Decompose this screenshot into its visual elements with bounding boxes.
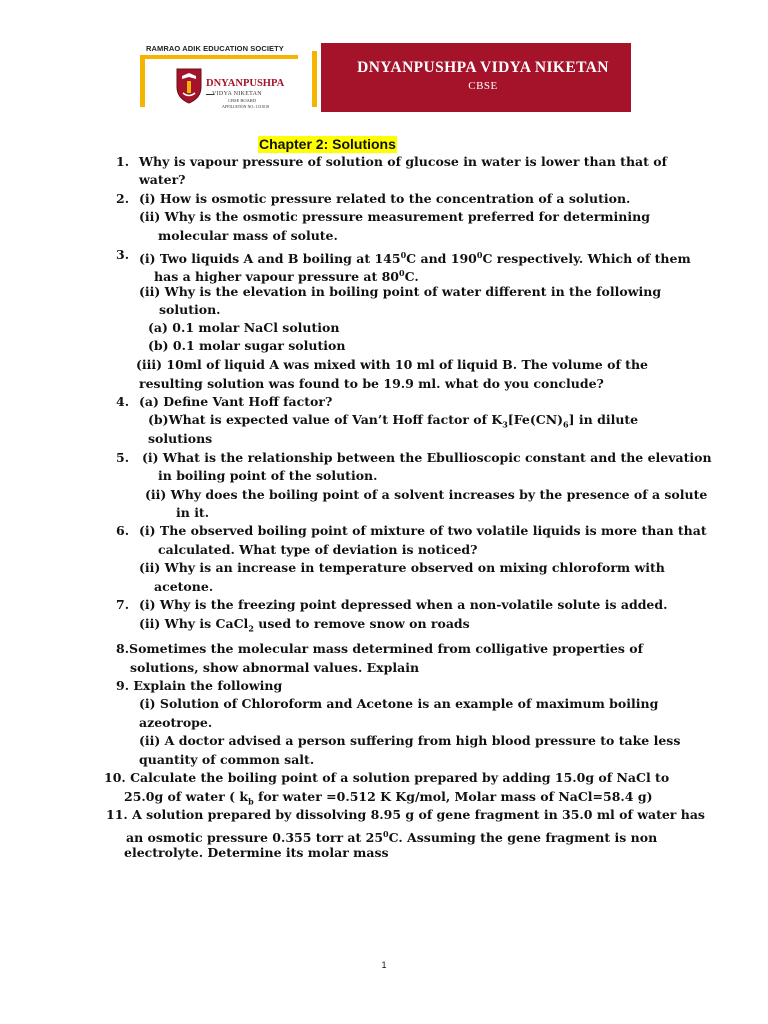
q4-line3: solutions bbox=[148, 431, 213, 446]
q4-line1: (a) Define Vant Hoff factor? bbox=[139, 394, 333, 409]
q5-line4: in it. bbox=[176, 505, 210, 520]
logo-subtitle: VIDYA NIKETAN bbox=[212, 91, 262, 97]
q6-line1: (i) The observed boiling point of mixture of two volatile liquids is more than that bbox=[139, 523, 707, 538]
q11-line1: 11. A solution prepared by dissolving 8.95 g of gene fragment in 35.0 ml of water has bbox=[106, 807, 705, 822]
board-label: CBSE bbox=[468, 80, 498, 92]
logo-board: CBSE BOARD bbox=[228, 98, 257, 103]
q11-line2: an osmotic pressure 0.355 torr at $25^0C$. Assuming the gene fragment is non bbox=[126, 829, 658, 846]
q9-line3: azeotrope. bbox=[139, 715, 213, 730]
q6-line4: acetone. bbox=[154, 579, 214, 594]
q5-line2: in boiling point of the solution. bbox=[158, 468, 378, 483]
page-number: 1 bbox=[381, 960, 387, 970]
logo-affiliation: AFFILIATION NO.:1131018 bbox=[222, 104, 270, 109]
logo-panel bbox=[136, 43, 321, 112]
q5-number: 5. bbox=[116, 450, 130, 465]
q9-line5: quantity of common salt. bbox=[139, 752, 315, 767]
q8-line1: 8.Sometimes the molecular mass determined from colligative properties of bbox=[116, 641, 643, 656]
frame-bar-right bbox=[312, 51, 317, 107]
q3-line8: resulting solution was found to be 19.9 ml. what do you conclude? bbox=[139, 376, 604, 391]
school-title: DNYANPUSHPA VIDYA NIKETAN bbox=[357, 59, 609, 76]
q11-line3: electrolyte. Determine its molar mass bbox=[124, 845, 389, 860]
q10-line1: 10. Calculate the boiling point of a solution prepared by adding 15.0g of NaCl to bbox=[104, 770, 670, 785]
q6-number: 6. bbox=[116, 523, 130, 538]
q1-number: 1. bbox=[116, 154, 130, 169]
q3-line3: (ii) Why is the elevation in boiling point of water different in the following bbox=[139, 284, 662, 299]
q4-number: 4. bbox=[116, 394, 130, 409]
q9-line4: (ii) A doctor advised a person suffering from high blood pressure to take less bbox=[139, 733, 681, 748]
q4-line2: (b)What is expected value of Van’t Hoff factor of $K_3[Fe(CN)_6]$ in dilute bbox=[148, 412, 639, 430]
q2-line2: (ii) Why is the osmotic pressure measurement preferred for determining bbox=[139, 209, 650, 224]
q7-number: 7. bbox=[116, 597, 130, 612]
q3-number: 3. bbox=[116, 247, 130, 262]
q1-line2: water? bbox=[139, 172, 186, 187]
title-panel bbox=[321, 43, 631, 112]
q6-line3: (ii) Why is an increase in temperature observed on mixing chloroform with bbox=[139, 560, 665, 575]
q2-number: 2. bbox=[116, 191, 130, 206]
q8-line2: solutions, show abnormal values. Explain bbox=[130, 660, 420, 675]
q7-line1: (i) Why is the freezing point depressed when a non-volatile solute is added. bbox=[139, 597, 668, 612]
frame-bar-left bbox=[140, 55, 145, 107]
q5-line1: (i) What is the relationship between the Ebullioscopic constant and the elevation bbox=[142, 450, 712, 465]
q6-line2: calculated. What type of deviation is noticed? bbox=[158, 542, 478, 557]
q3-line5: (a) 0.1 molar NaCl solution bbox=[148, 320, 340, 335]
q3-line2: has a higher vapour pressure at $80^0C$. bbox=[154, 268, 419, 285]
q1-line1: Why is vapour pressure of solution of glucose in water is lower than that of bbox=[139, 154, 667, 169]
chapter-title: Chapter 2: Solutions bbox=[259, 136, 396, 152]
q5-line3: (ii) Why does the boiling point of a solvent increases by the presence of a solute bbox=[145, 487, 708, 502]
school-banner bbox=[136, 43, 631, 112]
q3-line4: solution. bbox=[159, 302, 221, 317]
q9-line1: 9. Explain the following bbox=[116, 678, 283, 693]
school-crest-icon bbox=[174, 67, 204, 105]
frame-bar-top bbox=[140, 55, 298, 59]
q3-line7: (iii) 10ml of liquid A was mixed with 10 ml of liquid B. The volume of the bbox=[136, 357, 648, 372]
logo-name: DNYANPUSHPA bbox=[206, 78, 285, 89]
q3-line6: (b) 0.1 molar sugar solution bbox=[148, 338, 346, 353]
q10-line2: 25.0g of water ( $k_b$ for water =0.512 K Kg/mol, Molar mass of NaCl=58.4 g) bbox=[124, 789, 653, 807]
q7-line2: (ii) Why is CaCl$_2$ used to remove snow on roads bbox=[139, 616, 470, 634]
q2-line3: molecular mass of solute. bbox=[158, 228, 338, 243]
q3-line1: (i) Two liquids A and B boiling at $145^0C$ and $190^0C$ respectively. Which of them bbox=[139, 250, 691, 267]
society-name: RAMRAO ADIK EDUCATION SOCIETY bbox=[146, 44, 284, 53]
q9-line2: (i) Solution of Chloroform and Acetone is an example of maximum boiling bbox=[139, 696, 659, 711]
q2-line1: (i) How is osmotic pressure related to the concentration of a solution. bbox=[139, 191, 631, 206]
